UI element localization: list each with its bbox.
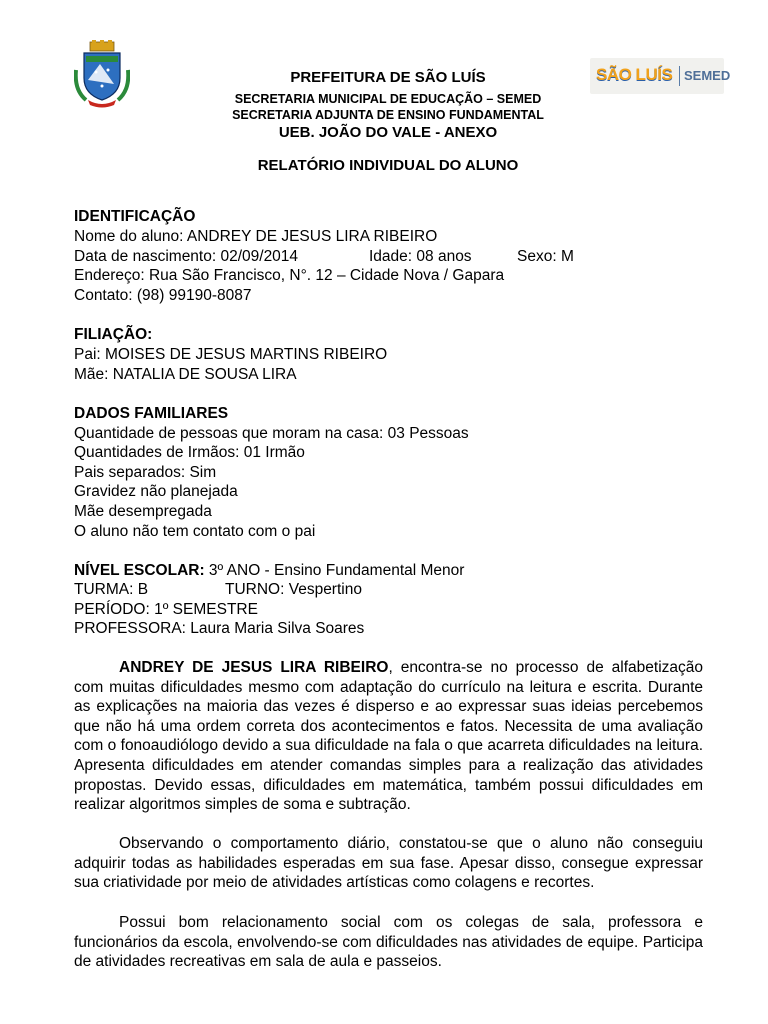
report-paragraph-2: Observando o comportamento diário, constatou-se que o aluno não conseguiu adquirir todas as habilidades esperadas em sua fase. Apesar disso, consegue expressar sua criatividade por meio de atividades artísticas como colagens e recortes. (74, 835, 703, 892)
class-shift: TURNO: Vespertino (225, 581, 362, 598)
school-period: PERÍODO: 1º SEMESTRE (74, 601, 258, 618)
logo-city-text: SÃO LUÍS (596, 65, 673, 84)
header-prefeitura: PREFEITURA DE SÃO LUÍS (290, 69, 486, 86)
report-paragraph-1 (74, 658, 703, 815)
father-name: Pai: MOISES DE JESUS MARTINS RIBEIRO (74, 346, 388, 363)
school-level-label: NÍVEL ESCOLAR: (74, 562, 205, 579)
mother-name: Mãe: NATALIA DE SOUSA LIRA (74, 366, 297, 383)
family-item: Quantidade de pessoas que moram na casa: 03 Pessoas (74, 425, 469, 442)
section-identificacao-heading: IDENTIFICAÇÃO (74, 208, 196, 225)
family-item: Pais separados: Sim (74, 464, 217, 481)
student-sex: Sexo: M (517, 248, 574, 265)
birth-date: Data de nascimento: 02/09/2014 (74, 248, 299, 265)
report-student-name: ANDREY DE JESUS LIRA RIBEIRO (119, 659, 389, 676)
coat-of-arms-icon (74, 40, 130, 108)
school-level-value: 3º ANO - Ensino Fundamental Menor (204, 562, 465, 579)
logo-divider (679, 66, 680, 86)
school-level (74, 561, 464, 581)
family-item: O aluno não tem contato com o pai (74, 523, 316, 540)
section-filiacao-heading: FILIAÇÃO: (74, 326, 153, 343)
header-school: UEB. JOÃO DO VALE - ANEXO (278, 124, 498, 141)
student-name: Nome do aluno: ANDREY DE JESUS LIRA RIBEIRO (74, 228, 438, 245)
report-paragraph-3: Possui bom relacionamento social com os colegas de sala, professora e funcionários da escola, envolvendo-se com dificuldades nas atividades de equipe. Participa de atividades recreativas em sala de aula e passeios. (74, 914, 703, 971)
student-age: Idade: 08 anos (369, 248, 472, 265)
contact: Contato: (98) 99190-8087 (74, 287, 252, 304)
header-secretaria-municipal: SECRETARIA MUNICIPAL DE EDUCAÇÃO – SEMED (234, 92, 542, 106)
class-group: TURMA: B (74, 581, 149, 598)
document-title: RELATÓRIO INDIVIDUAL DO ALUNO (257, 157, 519, 174)
header-secretaria-adjunta: SECRETARIA ADJUNTA DE ENSINO FUNDAMENTAL (232, 108, 544, 122)
logo-dept-text: SEMED (684, 68, 731, 83)
family-item: Quantidades de Irmãos: 01 Irmão (74, 444, 305, 461)
section-dados-familiares-heading: DADOS FAMILIARES (74, 405, 229, 422)
report-paragraph-1-text: , encontra-se no processo de alfabetização com muitas dificuldades mesmo com adaptação do currículo na leitura e escrita. Durante as explicações na maioria das vezes é disperso e ao expressar suas ideias percebemos que não há uma ordem correta dos acontecimentos e fatos. Necessita de uma avaliação com o fonoaudiólogo devido a sua dificuldade na fala o que acarreta dificuldades na leitura. Apresenta dificuldades em atender comandas simples para a realização das atividades propostas. Devido essas, dificuldades em matemática, também possui dificuldades em realizar algoritmos simples de soma e subtração. (74, 659, 703, 814)
teacher-name: PROFESSORA: Laura Maria Silva Soares (74, 620, 365, 637)
family-item: Mãe desempregada (74, 503, 212, 520)
address: Endereço: Rua São Francisco, N°. 12 – Cidade Nova / Gapara (74, 267, 505, 284)
family-item: Gravidez não planejada (74, 483, 238, 500)
